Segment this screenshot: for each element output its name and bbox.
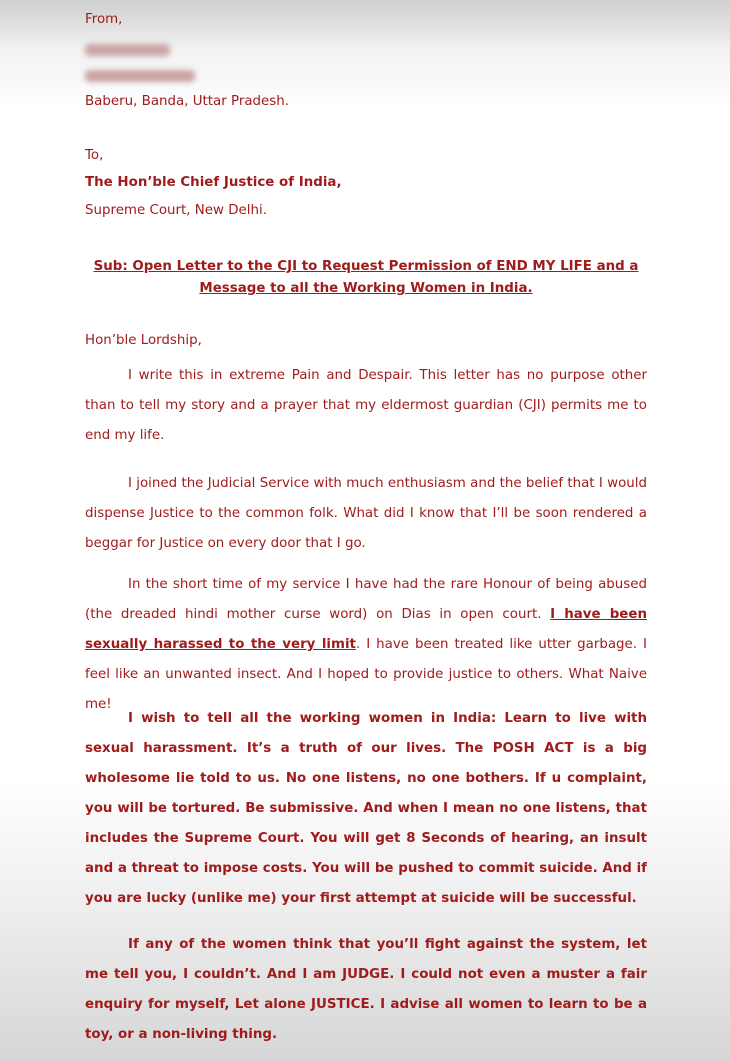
- redacted-sender-name: [85, 44, 170, 56]
- recipient-address: Supreme Court, New Delhi.: [85, 203, 267, 218]
- paragraph-4: I wish to tell all the working women in India: Learn to live with sexual harassment. It’s a truth of our lives. The POSH ACT is a big wholesome lie told to us. No one listens, no one bothers. If u complaint, you will be tortured. Be submissive. And when I mean no one listens, that includes the Supreme Court. You will get 8 Seconds of hearing, an insult and a threat to impose costs. You will be pushed to commit suicide. And if you are lucky (unlike me) your first attempt at suicide will be successful.: [85, 711, 647, 906]
- to-label: To,: [85, 148, 104, 163]
- from-label: From,: [85, 12, 123, 27]
- salutation: Hon’ble Lordship,: [85, 333, 202, 348]
- paragraph-1: I write this in extreme Pain and Despair. This letter has no purpose other than to tell my story and a prayer that my eldermost guardian (CJI) permits me to end my life.: [85, 368, 647, 443]
- p3-emphasis: I have been sexually harassed to the very limit: [85, 607, 648, 652]
- subject-line-1: Sub: Open Letter to the CJI to Request Permission of END MY LIFE and a: [93, 259, 639, 274]
- paragraph-2: I joined the Judicial Service with much enthusiasm and the belief that I would dispense Justice to the common folk. What did I know that I’ll be soon rendered a beggar for Justice on every door that I go.: [85, 476, 647, 551]
- subject-line-2: Message to all the Working Women in India.: [199, 281, 533, 296]
- paragraph-5: If any of the women think that you’ll fight against the system, let me tell you, I couldn’t. And I am JUDGE. I could not even a muster a fair enquiry for myself, Let alone JUSTICE. I advise all women to learn to be a toy, or a non-living thing.: [85, 937, 647, 1042]
- recipient: The Hon’ble Chief Justice of India,: [85, 175, 342, 190]
- subject: [85, 256, 647, 300]
- p3-text-a: In the short time of my service I have had the rare Honour of being abused (the dreaded hindi mother curse word) on Dias in open court.: [85, 577, 647, 622]
- paragraph-3: [85, 570, 647, 720]
- p3-text-c: . I have been treated like utter garbage. I feel like an unwanted insect. And I hoped to provide justice to others. What Naive me!: [85, 637, 647, 712]
- redacted-sender-designation: [85, 70, 195, 82]
- from-address: Baberu, Banda, Uttar Pradesh.: [85, 94, 290, 109]
